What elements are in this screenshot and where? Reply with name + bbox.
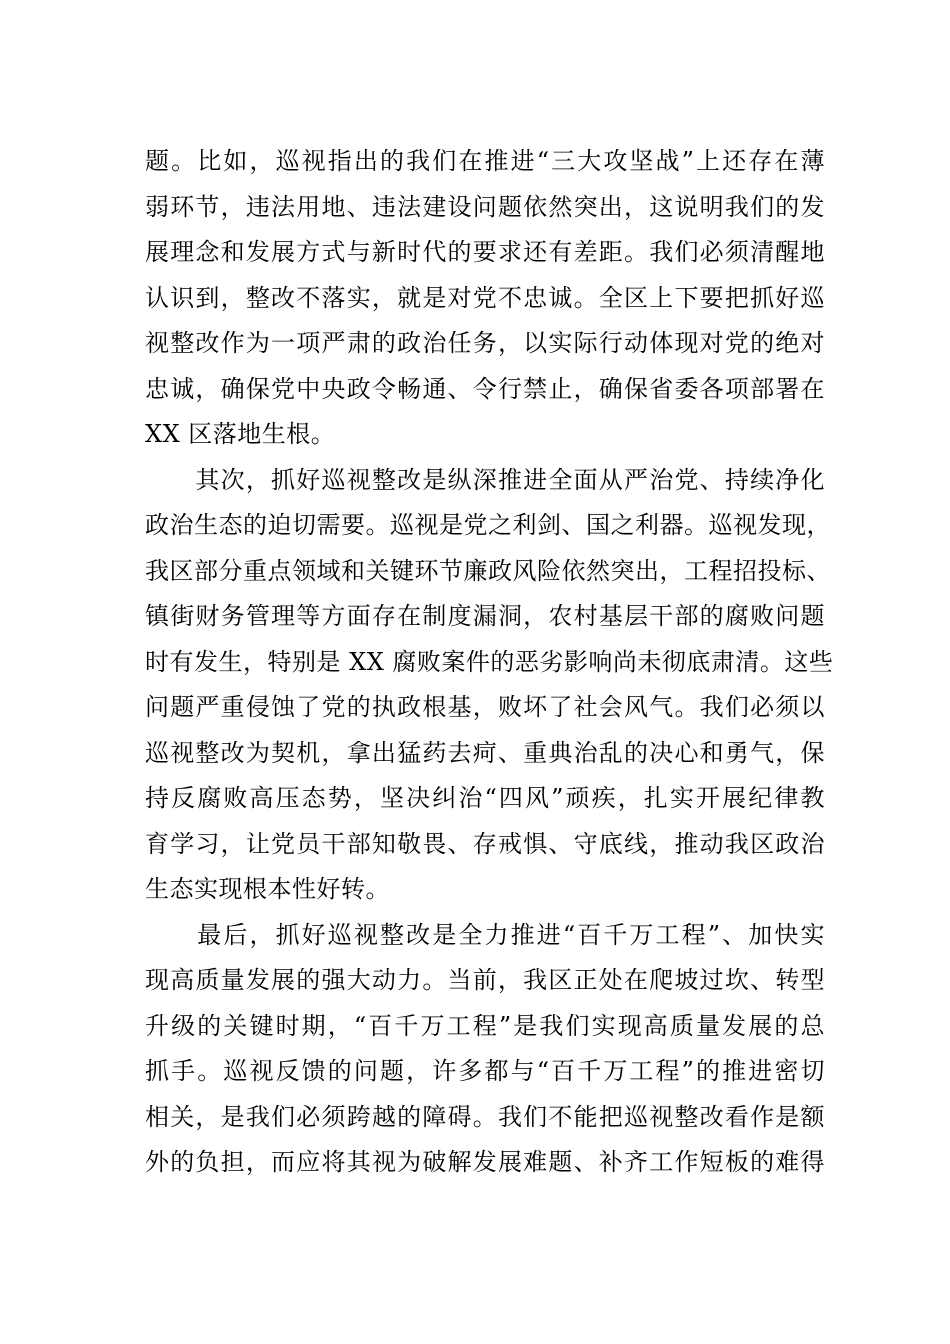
text-line: 政治生态的迫切需要。巡视是党之利剑、国之利器。巡视发现， [145,511,831,539]
text-line: 时有发生，特别是 XX 腐败案件的恶劣影响尚未彻底肃清。这些 [145,647,834,676]
text-line: 视整改作为一项严肃的政治任务，以实际行动体现对党的绝对 [145,329,825,357]
text-line: 忠诚，确保党中央政令畅通、令行禁止，确保省委各项部署在 [145,374,825,403]
text-line: 我区部分重点领域和关键环节廉政风险依然突出，工程招投标、 [145,556,831,585]
text-line: 升级的关键时期，“百千万工程”是我们实现高质量发展的总 [145,1011,825,1040]
text-line: 巡视整改为契机，拿出猛药去疴、重典治乱的决心和勇气，保 [145,738,825,767]
text-line: 弱环节，违法用地、违法建设问题依然突出，这说明我们的发 [145,192,825,221]
text-line: 题。比如，巡视指出的我们在推进“三大攻坚战”上还存在薄 [145,147,825,175]
text-line: 最后，抓好巡视整改是全力推进“百千万工程”、加快实 [145,920,825,949]
text-line: 问题严重侵蚀了党的执政根基，败坏了社会风气。我们必须以 [145,693,825,721]
text-line: 认识到，整改不落实，就是对党不忠诚。全区上下要把抓好巡 [145,283,825,312]
text-line: 外的负担，而应将其视为破解发展难题、补齐工作短板的难得 [145,1148,825,1176]
text-line: 相关，是我们必须跨越的障碍。我们不能把巡视整改看作是额 [145,1102,825,1131]
text-line: 其次，抓好巡视整改是纵深推进全面从严治党、持续净化 [145,465,825,494]
text-line: 育学习，让党员干部知敬畏、存戒惧、守底线，推动我区政治 [145,829,825,858]
text-line: XX 区落地生根。 [145,420,336,448]
text-line: 展理念和发展方式与新时代的要求还有差距。我们必须清醒地 [145,238,825,266]
text-line: 持反腐败高压态势，坚决纠治“四风”顽疾，扎实开展纪律教 [145,784,825,812]
text-line: 抓手。巡视反馈的问题，许多都与“百千万工程”的推进密切 [145,1057,825,1085]
text-line: 生态实现根本性好转。 [145,875,390,903]
text-line: 现高质量发展的强大动力。当前，我区正处在爬坡过坎、转型 [145,966,825,994]
body-text [145,139,834,1186]
text-line: 镇街财务管理等方面存在制度漏洞，农村基层干部的腐败问题 [145,602,825,630]
